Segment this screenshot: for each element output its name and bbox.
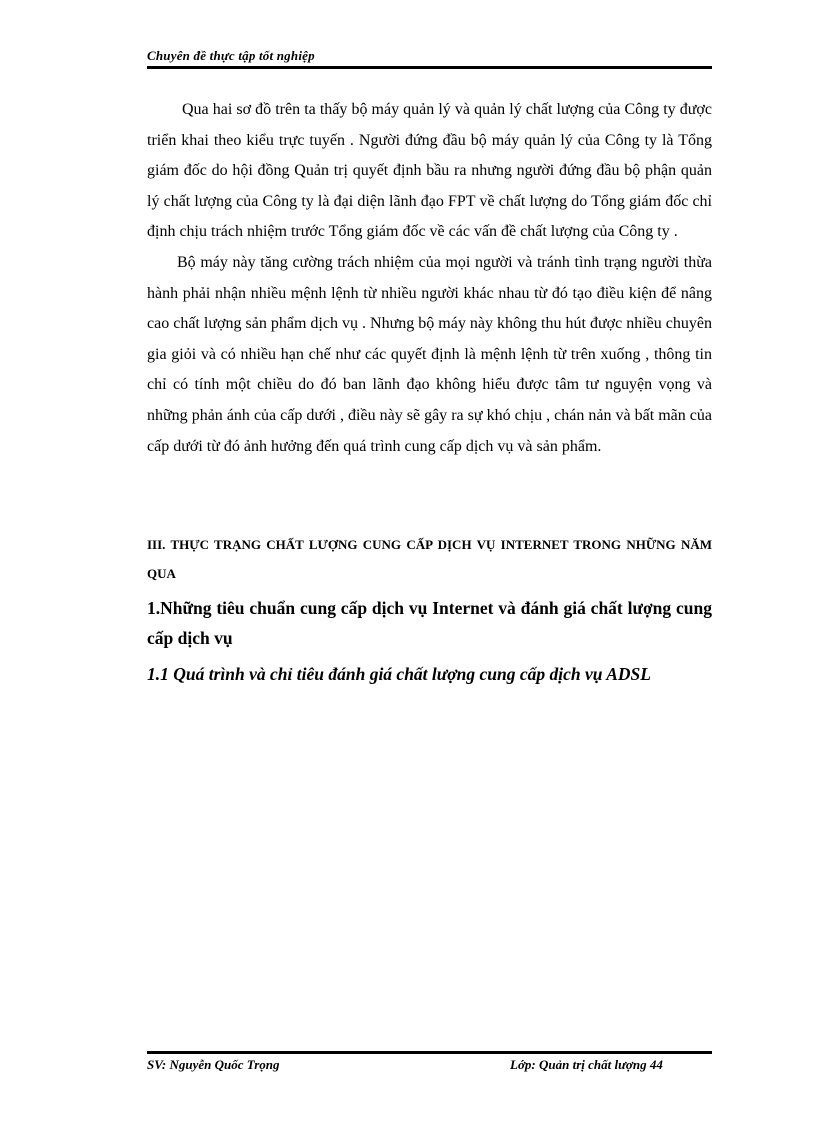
sub-heading: 1.Những tiêu chuẩn cung cấp dịch vụ Internet và đánh giá chất lượng cung cấp dịch vụ [147, 598, 712, 648]
paragraph-1: Qua hai sơ đồ trên ta thấy bộ máy quản lý và quản lý chất lượng của Công ty được triển khai theo kiểu trực tuyến . Người đứng đầu bộ máy quản lý của Công ty là Tổng giám đốc do hội đồng Quản trị quyết định bầu ra nhưng người đứng đầu bộ phận quản lý chất lượng của Công ty là đại diện lãnh đạo FPT về chất lượng do Tổng giám đốc chỉ định chịu trách nhiệm trước Tổng giám đốc về các vấn đề chất lượng của Công ty . [147, 101, 712, 241]
subsub-heading: 1.1 Quá trình và chỉ tiêu đánh giá chất lượng cung cấp dịch vụ ADSL [147, 664, 651, 684]
footer-divider [147, 1051, 712, 1054]
body-text [147, 95, 712, 462]
section-heading: III. THỰC TRẠNG CHẤT LƯỢNG CUNG CẤP DỊCH VỤ INTERNET TRONG NHỮNG NĂM QUA [147, 537, 712, 581]
footer-class-name: Lớp: Quản trị chất lượng 44 [510, 1057, 663, 1072]
header-title: Chuyên đề thực tập tốt nghiệp [147, 48, 315, 63]
footer-student-name: SV: Nguyễn Quốc Trọng [147, 1057, 280, 1072]
paragraph-2: Bộ máy này tăng cường trách nhiệm của mọi người và tránh tình trạng người thừa hành phải nhận nhiều mệnh lệnh từ nhiều người khác nhau từ đó tạo điều kiện để nâng cao chất lượng sản phẩm dịch vụ . Nhưng bộ máy này không thu hút được nhiều chuyên gia giỏi và có nhiều hạn chế như các quyết định là mệnh lệnh từ trên xuống , thông tin chỉ có tính một chiều do đó ban lãnh đạo không hiểu được tâm tư nguyện vọng và những phản ánh của cấp dưới , điều này sẽ gây ra sự khó chịu , chán nản và bất mãn của cấp dưới từ đó ảnh hưởng đến quá trình cung cấp dịch vụ và sản phẩm. [147, 253, 712, 455]
header-divider [147, 66, 712, 69]
